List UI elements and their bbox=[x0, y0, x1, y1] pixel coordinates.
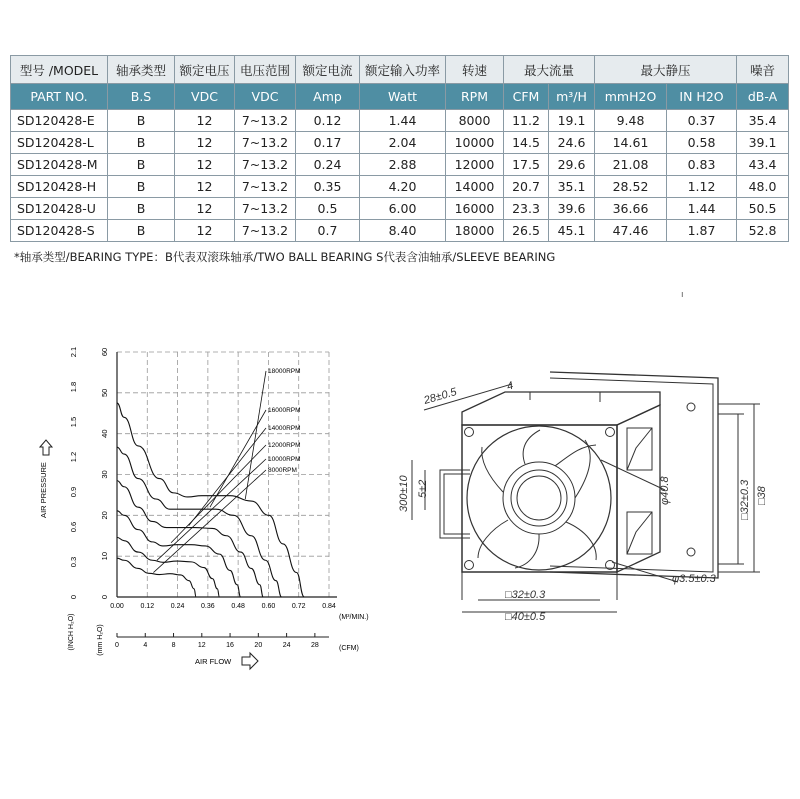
x-tick-cfm: 28 bbox=[310, 642, 319, 649]
table-cell: 48.0 bbox=[737, 176, 789, 198]
x-tick-cfm: 0 bbox=[115, 642, 119, 649]
table-cell: SD120428-L bbox=[11, 132, 108, 154]
side-vent bbox=[627, 512, 652, 554]
y-axis-title: AIR PRESSURE bbox=[39, 462, 48, 518]
x-tick-cfm: 4 bbox=[143, 642, 148, 649]
x-tick-cfm: 16 bbox=[226, 642, 234, 649]
dim-hole-diameter-label: φ3.5±0.3 bbox=[672, 573, 716, 585]
table-cell: 7~13.2 bbox=[235, 198, 296, 220]
table-cell: 29.6 bbox=[549, 154, 595, 176]
table-cell: 12 bbox=[175, 110, 235, 132]
table-cell: 17.5 bbox=[504, 154, 549, 176]
header-cell-cn: 型号 /MODEL bbox=[11, 56, 108, 84]
x-tick-cfm: 12 bbox=[197, 642, 206, 649]
table-cell: 8000 bbox=[446, 110, 504, 132]
header-cell-cn: 轴承类型 bbox=[108, 56, 175, 84]
x-unit-m3min: (M³/MIN.) bbox=[339, 614, 369, 621]
y-tick-inch: 1.5 bbox=[69, 416, 78, 428]
header-cell-cn: 最大静压 bbox=[595, 56, 737, 84]
table-cell: 1.12 bbox=[667, 176, 737, 198]
table-cell: 39.6 bbox=[549, 198, 595, 220]
series-label: 18000RPM bbox=[268, 368, 301, 375]
dim-wire-strip-label: 5±2 bbox=[417, 479, 429, 498]
header-cell-en: mmH2O bbox=[595, 84, 667, 110]
header-cell-en: VDC bbox=[175, 84, 235, 110]
y-tick-inch: 0.9 bbox=[69, 486, 78, 498]
series-label: 14000RPM bbox=[268, 425, 301, 432]
y-unit-inch: (INCH H₂O) bbox=[68, 613, 75, 651]
y-tick-mm: 30 bbox=[100, 470, 109, 479]
table-cell: 18000 bbox=[446, 220, 504, 242]
table-cell: 35.4 bbox=[737, 110, 789, 132]
table-cell: 2.04 bbox=[360, 132, 446, 154]
header-cell-cn: 额定输入功率 bbox=[360, 56, 446, 84]
table-cell: 7~13.2 bbox=[235, 132, 296, 154]
table-cell: 43.4 bbox=[737, 154, 789, 176]
table-cell: 45.1 bbox=[549, 220, 595, 242]
table-cell: 7~13.2 bbox=[235, 176, 296, 198]
table-cell: 36.66 bbox=[595, 198, 667, 220]
header-cell-cn: 电压范围 bbox=[235, 56, 296, 84]
x-tick-m3min: 0.60 bbox=[261, 603, 276, 610]
y-tick-mm: 20 bbox=[100, 511, 109, 520]
series-label: 12000RPM bbox=[268, 442, 301, 449]
y-tick-inch: 1.2 bbox=[69, 451, 78, 463]
table-cell: 0.7 bbox=[296, 220, 360, 242]
table-cell: 50.5 bbox=[737, 198, 789, 220]
table-cell: 47.46 bbox=[595, 220, 667, 242]
table-cell: 39.1 bbox=[737, 132, 789, 154]
dim-wire-length-label: 300±10 bbox=[398, 475, 410, 512]
table-cell: 6.00 bbox=[360, 198, 446, 220]
header-cell-cn: 最大流量 bbox=[504, 56, 595, 84]
table-cell: 11.2 bbox=[504, 110, 549, 132]
mount-hole-icon bbox=[465, 561, 474, 570]
table-cell: 12 bbox=[175, 132, 235, 154]
dim-side-size-label: □38 bbox=[756, 486, 768, 505]
y-tick-inch: 0.3 bbox=[69, 556, 78, 568]
table-cell: 52.8 bbox=[737, 220, 789, 242]
table-cell: 14000 bbox=[446, 176, 504, 198]
table-cell: 4.20 bbox=[360, 176, 446, 198]
table-cell: 35.1 bbox=[549, 176, 595, 198]
header-cell-en: IN H2O bbox=[667, 84, 737, 110]
table-cell: 0.12 bbox=[296, 110, 360, 132]
table-cell: 28.52 bbox=[595, 176, 667, 198]
table-cell: 1.87 bbox=[667, 220, 737, 242]
dim-frame-size-label: □40±0.5 bbox=[505, 611, 546, 623]
table-cell: 12000 bbox=[446, 154, 504, 176]
dim-hole-pitch-label: □32±0.3 bbox=[505, 589, 546, 601]
dim-width-label: 28±0.5 bbox=[422, 386, 459, 407]
table-cell: 8.40 bbox=[360, 220, 446, 242]
table-cell: 14.5 bbox=[504, 132, 549, 154]
y-unit-mm: (mm H₂O) bbox=[97, 624, 104, 656]
table-cell: 26.5 bbox=[504, 220, 549, 242]
y-tick-mm: 50 bbox=[100, 388, 109, 398]
table-cell: 1.44 bbox=[667, 198, 737, 220]
table-cell: 2.88 bbox=[360, 154, 446, 176]
y-tick-mm: 10 bbox=[100, 551, 109, 561]
header-cell-en: B.S bbox=[108, 84, 175, 110]
table-cell: 16000 bbox=[446, 198, 504, 220]
fan-front-frame bbox=[462, 425, 617, 572]
table-cell: 7~13.2 bbox=[235, 220, 296, 242]
bearing-type-note: *轴承类型/BEARING TYPE：B代表双滚珠轴承/TWO BALL BEARING S代表含油轴承/SLEEVE BEARING bbox=[14, 250, 556, 264]
table-cell: 14.61 bbox=[595, 132, 667, 154]
header-cell-en: m³/H bbox=[549, 84, 595, 110]
table-cell: 20.7 bbox=[504, 176, 549, 198]
header-cell-cn: 额定电压 bbox=[175, 56, 235, 84]
table-cell: 23.3 bbox=[504, 198, 549, 220]
header-cell-en: Amp bbox=[296, 84, 360, 110]
table-cell: 7~13.2 bbox=[235, 110, 296, 132]
y-tick-mm: 40 bbox=[100, 429, 109, 438]
side-vent bbox=[627, 428, 652, 470]
x-tick-cfm: 24 bbox=[282, 642, 291, 649]
x-axis-title: AIR FLOW bbox=[195, 657, 232, 666]
series-label: 8000RPM bbox=[268, 467, 297, 474]
table-cell: 0.37 bbox=[667, 110, 737, 132]
mount-hole-icon bbox=[606, 428, 615, 437]
table-cell: 0.5 bbox=[296, 198, 360, 220]
table-cell: B bbox=[108, 132, 175, 154]
x-tick-m3min: 0.36 bbox=[201, 603, 215, 610]
table-cell: SD120428-M bbox=[11, 154, 108, 176]
header-cell-en: RPM bbox=[446, 84, 504, 110]
x-unit-cfm: (CFM) bbox=[339, 645, 359, 652]
table-cell: 0.58 bbox=[667, 132, 737, 154]
y-tick-inch: 1.8 bbox=[69, 381, 78, 393]
table-cell: SD120428-U bbox=[11, 198, 108, 220]
table-cell: 9.48 bbox=[595, 110, 667, 132]
table-cell: 12 bbox=[175, 154, 235, 176]
header-cell-cn: 额定电流 bbox=[296, 56, 360, 84]
x-tick-m3min: 0.48 bbox=[231, 603, 245, 610]
dim-impeller-label: φ40.8 bbox=[659, 476, 671, 505]
header-cell-en: PART NO. bbox=[11, 84, 108, 110]
stray-mark: ı bbox=[681, 290, 684, 300]
y-tick-inch: 2.1 bbox=[69, 346, 78, 358]
header-cell-en: dB-A bbox=[737, 84, 789, 110]
table-cell: 0.35 bbox=[296, 176, 360, 198]
dim-side-pitch-label: □32±0.3 bbox=[739, 479, 751, 520]
x-tick-m3min: 0.00 bbox=[110, 603, 124, 610]
table-cell: 19.1 bbox=[549, 110, 595, 132]
table-cell: B bbox=[108, 198, 175, 220]
table-cell: 7~13.2 bbox=[235, 154, 296, 176]
header-cell-en: Watt bbox=[360, 84, 446, 110]
header-cell-cn: 噪音 bbox=[737, 56, 789, 84]
table-cell: 10000 bbox=[446, 132, 504, 154]
table-cell: SD120428-E bbox=[11, 110, 108, 132]
table-cell: B bbox=[108, 176, 175, 198]
table-cell: 24.6 bbox=[549, 132, 595, 154]
dim-offset-label: 4 bbox=[505, 379, 515, 393]
mount-hole-icon bbox=[687, 403, 695, 411]
header-cell-cn: 转速 bbox=[446, 56, 504, 84]
table-cell: 1.44 bbox=[360, 110, 446, 132]
y-tick-inch: 0 bbox=[69, 594, 78, 600]
x-tick-m3min: 0.84 bbox=[322, 603, 336, 610]
table-cell: SD120428-S bbox=[11, 220, 108, 242]
series-label: 10000RPM bbox=[268, 456, 301, 463]
y-tick-inch: 0.6 bbox=[69, 521, 78, 533]
table-cell: 0.24 bbox=[296, 154, 360, 176]
table-cell: B bbox=[108, 110, 175, 132]
x-tick-m3min: 0.72 bbox=[291, 603, 306, 610]
x-tick-cfm: 20 bbox=[254, 642, 263, 649]
table-cell: 12 bbox=[175, 220, 235, 242]
header-cell-en: VDC bbox=[235, 84, 296, 110]
table-cell: 0.83 bbox=[667, 154, 737, 176]
mount-hole-icon bbox=[687, 548, 695, 556]
header-cell-en: CFM bbox=[504, 84, 549, 110]
table-cell: SD120428-H bbox=[11, 176, 108, 198]
y-tick-mm: 60 bbox=[100, 347, 109, 357]
x-tick-m3min: 0.12 bbox=[140, 603, 155, 610]
table-cell: B bbox=[108, 154, 175, 176]
table-cell: 0.17 bbox=[296, 132, 360, 154]
table-cell: 21.08 bbox=[595, 154, 667, 176]
table-cell: 12 bbox=[175, 176, 235, 198]
x-tick-m3min: 0.24 bbox=[170, 603, 185, 610]
table-cell: 12 bbox=[175, 198, 235, 220]
table-cell: B bbox=[108, 220, 175, 242]
y-tick-mm: 0 bbox=[100, 594, 109, 600]
x-tick-cfm: 8 bbox=[171, 642, 176, 649]
mount-hole-icon bbox=[465, 428, 474, 437]
series-label: 16000RPM bbox=[268, 407, 301, 414]
